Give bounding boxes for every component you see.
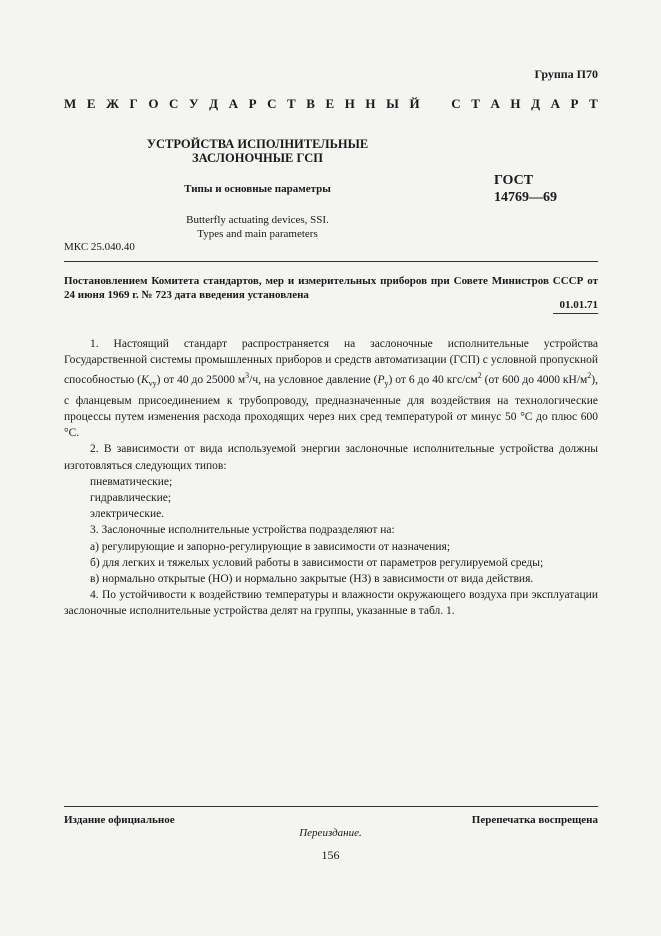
py-subscript: y — [384, 379, 389, 389]
heading-letter: У — [188, 96, 199, 111]
gost-number: 14769—69 — [494, 190, 557, 205]
type-item: гидравлические; — [90, 491, 172, 504]
text-run: ), с фланцевым присоединением к трубопроводу, предназначенные для воздействия на технологические процессы путем изменения расхода проходящих через них сред температурой от минус 50 °С до плюс 600 °С. — [64, 374, 599, 440]
heading-letter: Н — [510, 96, 521, 111]
text-run: ) от 6 до 40 кгс/см — [388, 374, 478, 387]
superscript: 2 — [587, 371, 592, 381]
superscript: 2 — [477, 371, 482, 381]
superscript: 3 — [245, 371, 250, 381]
reprint-notice: Перепечатка воспрещена — [471, 814, 598, 826]
standard-type-heading — [64, 96, 598, 112]
heading-letter: А — [550, 96, 560, 111]
paragraph-2: 2. В зависимости от вида используемой энергии заслоночные исполнительные устройства должны изготовляться следующих типов: — [64, 443, 598, 472]
kvy-subscript: vy — [148, 379, 157, 389]
type-item: электрические. — [90, 508, 165, 521]
heading-letter: С — [451, 96, 461, 111]
heading-letter: О — [148, 96, 159, 111]
subitem-b: б) для легких и тяжелых условий работы в зависимости от параметров регулируемой среды; — [90, 556, 544, 569]
heading-letter: С — [267, 96, 277, 111]
text-run: ) от 40 до 25000 м — [156, 374, 246, 387]
document-body — [64, 336, 598, 620]
heading-letter: Р — [248, 96, 257, 111]
heading-letter: Д — [531, 96, 541, 111]
gost-label: ГОСТ — [494, 173, 534, 188]
heading-letter: В — [306, 96, 315, 111]
footer-divider — [64, 806, 598, 807]
text-run: (от 600 до 4000 кН/м — [481, 374, 588, 387]
heading-letter: Т — [287, 96, 296, 111]
heading-letter: Г — [129, 96, 138, 111]
english-title-line1: Butterfly actuating devices, SSI. — [186, 214, 329, 226]
subitem-c: в) нормально открытые (НО) и нормально закрытые (НЗ) в зависимости от вида действия. — [90, 572, 534, 585]
heading-letter: Е — [325, 96, 335, 111]
heading-letter: Й — [409, 96, 420, 111]
official-edition: Издание официальное — [64, 814, 175, 826]
gost-designation — [494, 172, 557, 206]
py-symbol: P — [377, 374, 385, 387]
heading-letter: Т — [589, 96, 598, 111]
decree-text: Постановлением Комитета стандартов, мер и измерительных приборов при Совете Министров СССР от 24 июня 1969 г. № 723 дата введения установлена — [64, 275, 598, 301]
type-item: пневматические; — [90, 475, 173, 488]
english-title-line2: Types and main parameters — [197, 228, 318, 240]
subitem-a: а) регулирующие и запорно-регулирующие в зависимости от назначения; — [90, 540, 451, 553]
text-run: /ч, на условное давление ( — [249, 374, 378, 387]
document-title-line2: ЗАСЛОНОЧНЫЕ ГСП — [191, 151, 324, 165]
document-title-line1: УСТРОЙСТВА ИСПОЛНИТЕЛЬНЫЕ — [146, 137, 369, 151]
heading-letter: А — [228, 96, 238, 111]
heading-letter: Е — [86, 96, 96, 111]
text-run: 1. Настоящий стандарт распространяется на заслоночные исполнительные устройства Государственной системы промышленных приборов и средств автоматизации (ГСП) с условной пропускной способностью ( — [64, 338, 598, 387]
heading-letter: С — [169, 96, 179, 111]
heading-letter: А — [490, 96, 500, 111]
divider — [64, 261, 598, 262]
page-number: 156 — [321, 848, 340, 862]
kvy-symbol: K — [140, 374, 149, 387]
heading-letter: Ы — [386, 96, 399, 111]
reedition-note: Переиздание. — [299, 827, 362, 839]
group-code: Группа П70 — [534, 67, 598, 81]
paragraph-4: 4. По устойчивости к воздействию температуры и влажности окружающего воздуха при эксплуатации заслоночные исполнительные устройства делят на группы, указанные в табл. 1. — [64, 589, 598, 618]
heading-letter: Ж — [106, 96, 119, 111]
heading-letter: М — [64, 96, 77, 111]
effective-date: 01.01.71 — [559, 299, 598, 311]
paragraph-3: 3. Заслоночные исполнительные устройства подразделяют на: — [90, 524, 395, 537]
heading-letter: Т — [471, 96, 480, 111]
mks-code: МКС 25.040.40 — [64, 241, 135, 253]
heading-letter: Н — [365, 96, 376, 111]
title-block — [120, 137, 395, 241]
heading-letter: Д — [209, 96, 219, 111]
heading-letter: Н — [344, 96, 355, 111]
heading-letter: Р — [570, 96, 579, 111]
paragraph-1 — [64, 336, 598, 441]
document-subtitle: Типы и основные параметры — [184, 183, 331, 195]
date-underline — [553, 313, 598, 314]
